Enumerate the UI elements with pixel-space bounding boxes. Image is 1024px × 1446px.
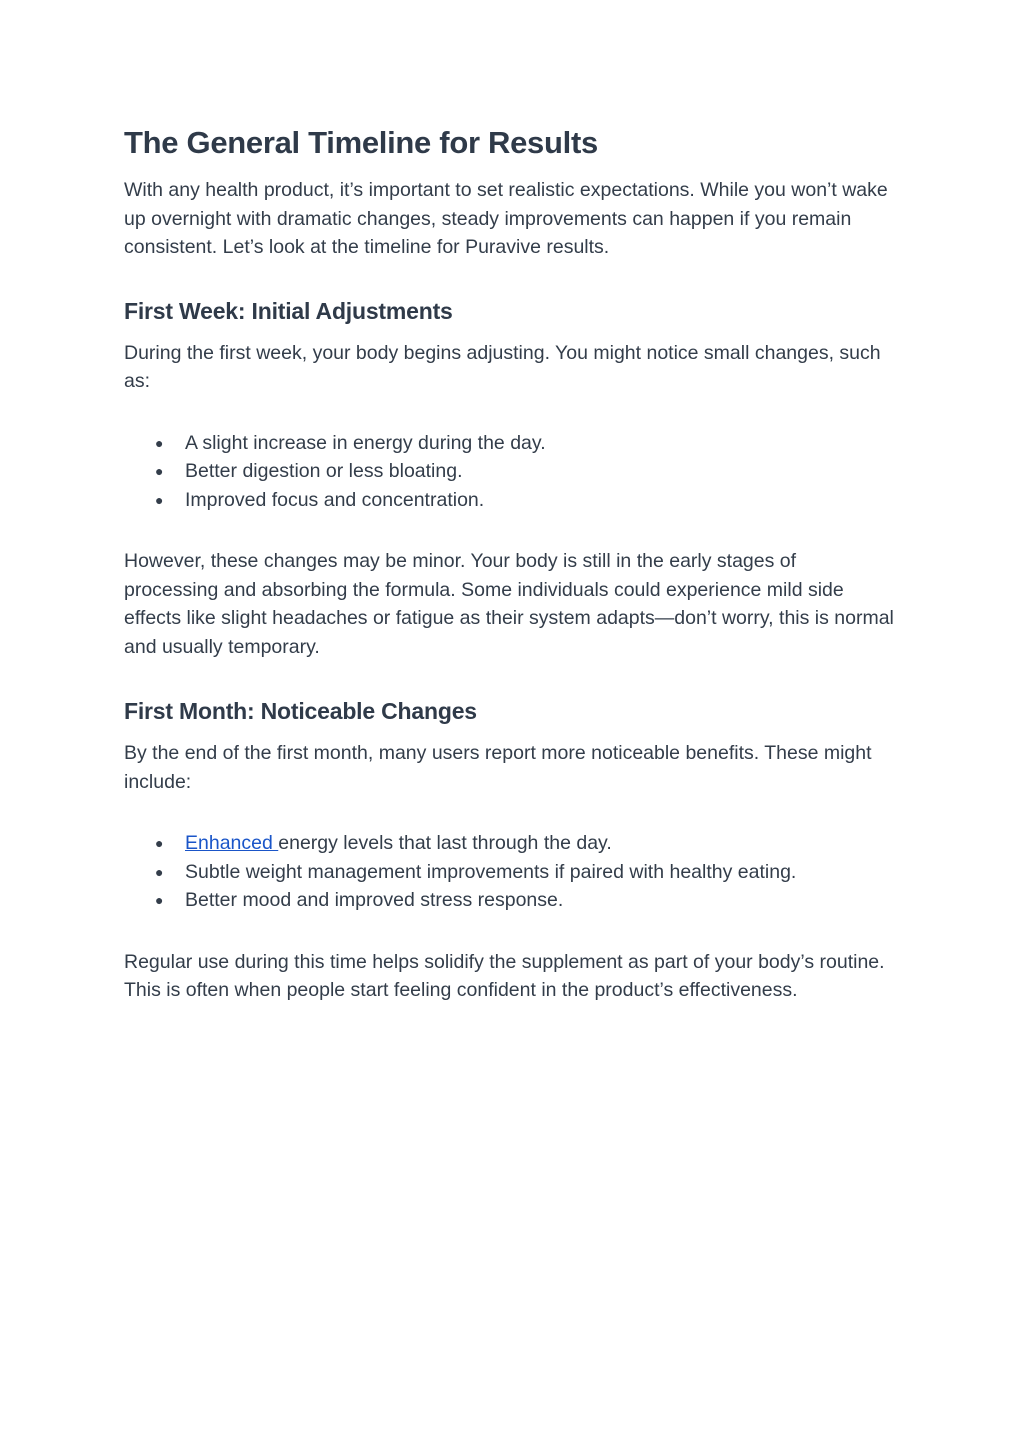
bullet-list-first-month [124, 829, 894, 915]
list-item: ● Better digestion or less bloating. [124, 457, 894, 486]
intro-paragraph: With any health product, it’s important to set realistic expectations. While you won’t wake up overnight with dramatic changes, steady improvements can happen if you remain consistent. Let’s look at the timeline for Puravive results. [124, 179, 888, 258]
bullet-icon: ● [155, 835, 164, 851]
bullet-icon: ● [155, 491, 164, 508]
list-item: ● Subtle weight management improvements if paired with healthy eating. [124, 858, 894, 887]
page-title: The General Timeline for Results [124, 125, 598, 160]
document-page [124, 122, 894, 1005]
list-item: ● Enhanced energy levels that last through the day. [124, 829, 894, 858]
list-item: ● A slight increase in energy during the day. [124, 429, 894, 458]
bullet-icon: ● [155, 463, 164, 479]
list-item: ● Improved focus and concentration. [124, 486, 894, 515]
section-heading-first-week: First Week: Initial Adjustments [124, 297, 453, 324]
section-closing-first-month: Regular use during this time helps solidify the supplement as part of your body’s routine. This is often when people start feeling confident in the product’s effectiveness. [124, 950, 885, 1001]
section-lead-first-week: During the first week, your body begins adjusting. You might notice small changes, such as: [124, 341, 881, 392]
bullet-icon: ● [155, 892, 164, 908]
bullet-list-first-week [124, 429, 894, 515]
enhanced-link[interactable]: Enhanced [185, 832, 279, 854]
bullet-icon: ● [155, 434, 164, 451]
section-lead-first-month: By the end of the first month, many users report more noticeable benefits. These might include: [124, 742, 872, 793]
bullet-icon: ● [155, 863, 164, 880]
list-item: ● Better mood and improved stress response. [124, 886, 894, 915]
section-closing-first-week: However, these changes may be minor. Your body is still in the early stages of processing and absorbing the formula. Some individuals could experience mild side effects like slight headaches or fatigue as their system adapts—don’t worry, this is normal and usually temporary. [124, 550, 894, 658]
section-heading-first-month: First Month: Noticeable Changes [124, 698, 477, 724]
